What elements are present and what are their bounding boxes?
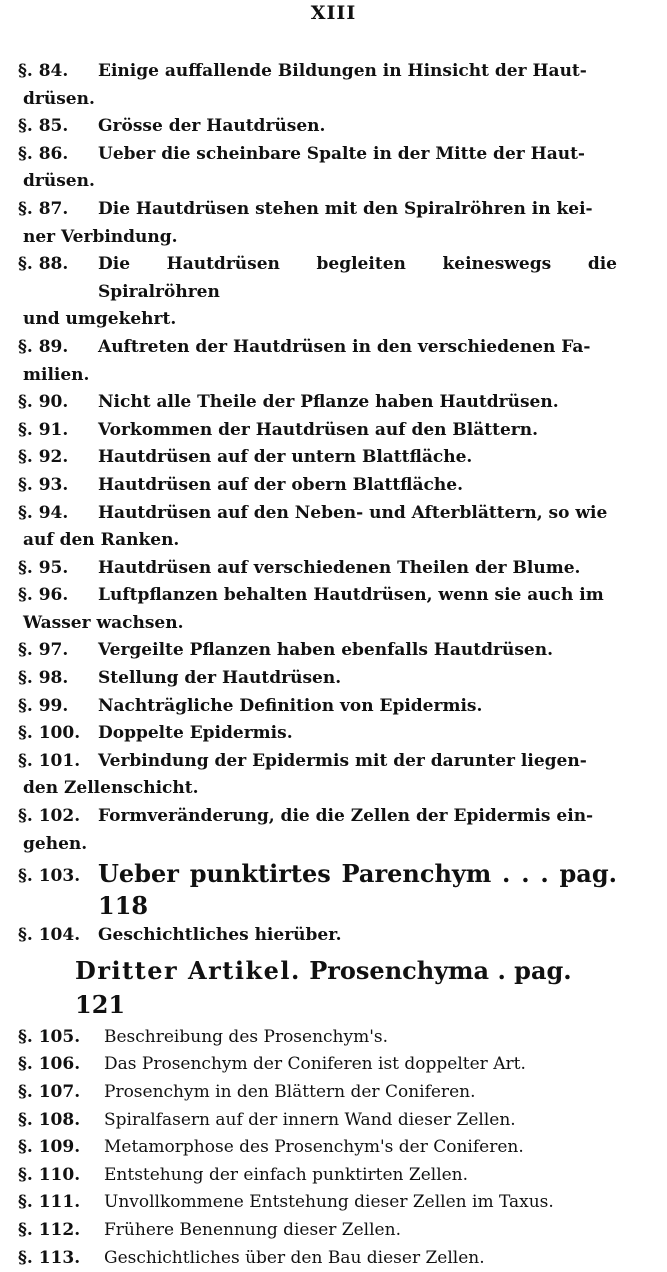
toc-section-2 — [0, 1024, 667, 1272]
section-title — [104, 1245, 617, 1272]
toc-entry — [0, 472, 667, 500]
article-title: Prosenchyma . pag. 121 — [75, 955, 572, 1019]
section-title-line: Frühere Benennung dieser Zellen. — [104, 1219, 401, 1240]
section-title-continuation: den Zellenschicht. — [23, 778, 199, 799]
article-heading — [0, 954, 667, 1022]
section-number: §. 84. — [18, 61, 69, 81]
section-title-line: Spiralfasern auf der innern Wand dieser Zellen. — [104, 1109, 516, 1130]
toc-entry — [0, 582, 667, 637]
section-number: §. 94. — [18, 502, 69, 523]
section-title-continuation: milien. — [23, 364, 90, 385]
toc-entry-104 — [0, 922, 667, 950]
section-number: §. 110. — [18, 1164, 81, 1185]
section-number: §. 102. — [18, 806, 81, 827]
section-title — [98, 472, 617, 500]
toc-entry — [0, 1134, 667, 1162]
toc-entry — [0, 141, 667, 196]
toc-entry — [0, 417, 667, 445]
section-title: Ueber punktirtes Parenchym . . . pag. 118 — [98, 859, 617, 921]
section-number: §. 96. — [18, 585, 69, 606]
section-title-line: Ueber die scheinbare Spalte in der Mitte der Haut- — [98, 143, 585, 164]
section-title — [98, 720, 617, 748]
toc-entry — [0, 334, 667, 389]
section-title-line: Hautdrüsen auf verschiedenen Theilen der Blume. — [98, 557, 581, 578]
toc-entry — [0, 1079, 667, 1107]
toc-entry — [0, 1189, 667, 1217]
section-title-line: Metamorphose des Prosenchym's der Coniferen. — [104, 1137, 524, 1158]
section-number: §. 99. — [18, 695, 69, 716]
section-title-line: Geschichtliches über den Bau dieser Zellen. — [104, 1247, 485, 1268]
toc-entry — [0, 1162, 667, 1190]
toc-entry — [0, 500, 667, 555]
section-title — [98, 389, 617, 417]
section-number: §. 97. — [18, 640, 69, 661]
section-title — [98, 637, 617, 665]
section-number: §. 93. — [18, 474, 69, 495]
section-number: §. 104. — [18, 925, 81, 946]
section-number: §. 95. — [18, 557, 69, 578]
section-title-line: Nicht alle Theile der Pflanze haben Hautdrüsen. — [98, 392, 559, 413]
section-title-line: Entstehung der einfach punktirten Zellen. — [104, 1164, 469, 1185]
section-title — [104, 1134, 617, 1162]
section-number: §. 107. — [18, 1082, 81, 1102]
section-title — [98, 417, 617, 445]
section-title-continuation: gehen. — [23, 833, 88, 854]
section-title — [98, 113, 617, 141]
toc-entry — [0, 1024, 667, 1052]
toc-entry — [0, 720, 667, 748]
section-number: §. 89. — [18, 336, 69, 357]
section-number: §. 103. — [18, 866, 81, 887]
toc-entry — [0, 444, 667, 472]
section-number: §. 98. — [18, 668, 69, 689]
section-title-line: Beschreibung des Prosenchym's. — [104, 1026, 389, 1047]
section-title-line: Einige auffallende Bildungen in Hinsicht der Haut- — [98, 61, 587, 81]
toc-entry — [0, 803, 667, 858]
section-number: §. 112. — [18, 1219, 81, 1240]
section-title-line: Verbindung der Epidermis mit der darunter liegen- — [98, 750, 587, 771]
section-title-line: Vorkommen der Hautdrüsen auf den Blättern. — [98, 419, 539, 440]
section-title-line: Das Prosenchym der Coniferen ist doppelter Art. — [104, 1054, 526, 1075]
section-title — [98, 555, 617, 583]
section-title — [104, 1189, 617, 1217]
section-title-line: Vergeilte Pflanzen haben ebenfalls Hautdrüsen. — [98, 640, 553, 661]
section-title-line: Nachträgliche Definition von Epidermis. — [98, 695, 483, 716]
section-number: §. 91. — [18, 419, 69, 440]
section-title-line: Hautdrüsen auf der untern Blattfläche. — [98, 447, 473, 468]
section-number: §. 113. — [18, 1247, 81, 1268]
section-number: §. 109. — [18, 1137, 81, 1158]
section-title — [98, 665, 617, 693]
toc-entry — [0, 1107, 667, 1135]
toc-entry — [0, 196, 667, 251]
toc-entry-103 — [0, 858, 667, 922]
section-title-line: Grösse der Hautdrüsen. — [98, 116, 326, 137]
toc-entry — [0, 389, 667, 417]
section-title-continuation: Wasser wachsen. — [23, 612, 184, 633]
section-title-line: Unvollkommene Entstehung dieser Zellen im Taxus. — [104, 1192, 554, 1213]
section-number: §. 90. — [18, 392, 69, 413]
toc-section-1 — [0, 58, 667, 858]
section-title-line: Hautdrüsen auf der obern Blattfläche. — [98, 474, 463, 495]
section-title — [98, 693, 617, 721]
section-title-line: Luftpflanzen behalten Hautdrüsen, wenn sie auch im — [98, 585, 604, 606]
section-title — [104, 1107, 617, 1135]
section-number: §. 86. — [18, 143, 69, 164]
section-title — [104, 1217, 617, 1245]
toc-entry — [0, 748, 667, 803]
section-number: §. 87. — [18, 198, 69, 219]
toc-entry — [0, 665, 667, 693]
section-title-line: Doppelte Epidermis. — [98, 723, 293, 744]
toc-entry — [0, 1245, 667, 1272]
section-title-continuation: auf den Ranken. — [23, 530, 180, 551]
section-number: §. 85. — [18, 116, 69, 137]
toc-entry — [0, 637, 667, 665]
toc-entry — [0, 251, 667, 334]
page-number: XIII — [310, 2, 357, 24]
toc-entry — [0, 1217, 667, 1245]
toc-entry — [0, 693, 667, 721]
section-title-line: Die Hautdrüsen begleiten keineswegs die Spiralröhren — [98, 254, 617, 302]
section-title-line: Auftreten der Hautdrüsen in den verschiedenen Fa- — [98, 336, 591, 357]
section-title-continuation: ner Verbindung. — [23, 226, 178, 247]
section-number: §. 100. — [18, 723, 81, 744]
section-title — [104, 1162, 617, 1190]
section-title — [104, 1051, 617, 1079]
section-title — [104, 1079, 617, 1107]
section-number: §. 106. — [18, 1054, 81, 1075]
toc-entry — [0, 58, 667, 113]
section-number: §. 111. — [18, 1192, 81, 1213]
section-title-continuation: drüsen. — [23, 171, 95, 192]
section-title-continuation: und umgekehrt. — [23, 309, 177, 330]
toc-entry — [0, 555, 667, 583]
section-title: Geschichtliches hierüber. — [98, 925, 342, 946]
section-title — [104, 1024, 617, 1052]
section-title-line: Die Hautdrüsen stehen mit den Spiralröhren in kei- — [98, 198, 593, 219]
section-number: §. 108. — [18, 1109, 81, 1130]
section-title-line: Prosenchym in den Blättern der Coniferen. — [104, 1082, 476, 1102]
section-title-line: Hautdrüsen auf den Neben- und Afterblättern, so wie — [98, 502, 608, 523]
section-title — [98, 444, 617, 472]
article-label: Dritter Artikel. — [75, 955, 301, 985]
section-number: §. 105. — [18, 1026, 81, 1047]
section-number: §. 101. — [18, 750, 81, 771]
toc-entry — [0, 113, 667, 141]
table-of-contents — [0, 58, 667, 1272]
section-title-continuation: drüsen. — [23, 88, 95, 109]
section-title-line: Formveränderung, die die Zellen der Epidermis ein- — [98, 806, 594, 827]
section-number: §. 88. — [18, 254, 69, 275]
toc-entry — [0, 1051, 667, 1079]
section-number: §. 92. — [18, 447, 69, 468]
section-title-line: Stellung der Hautdrüsen. — [98, 668, 342, 689]
